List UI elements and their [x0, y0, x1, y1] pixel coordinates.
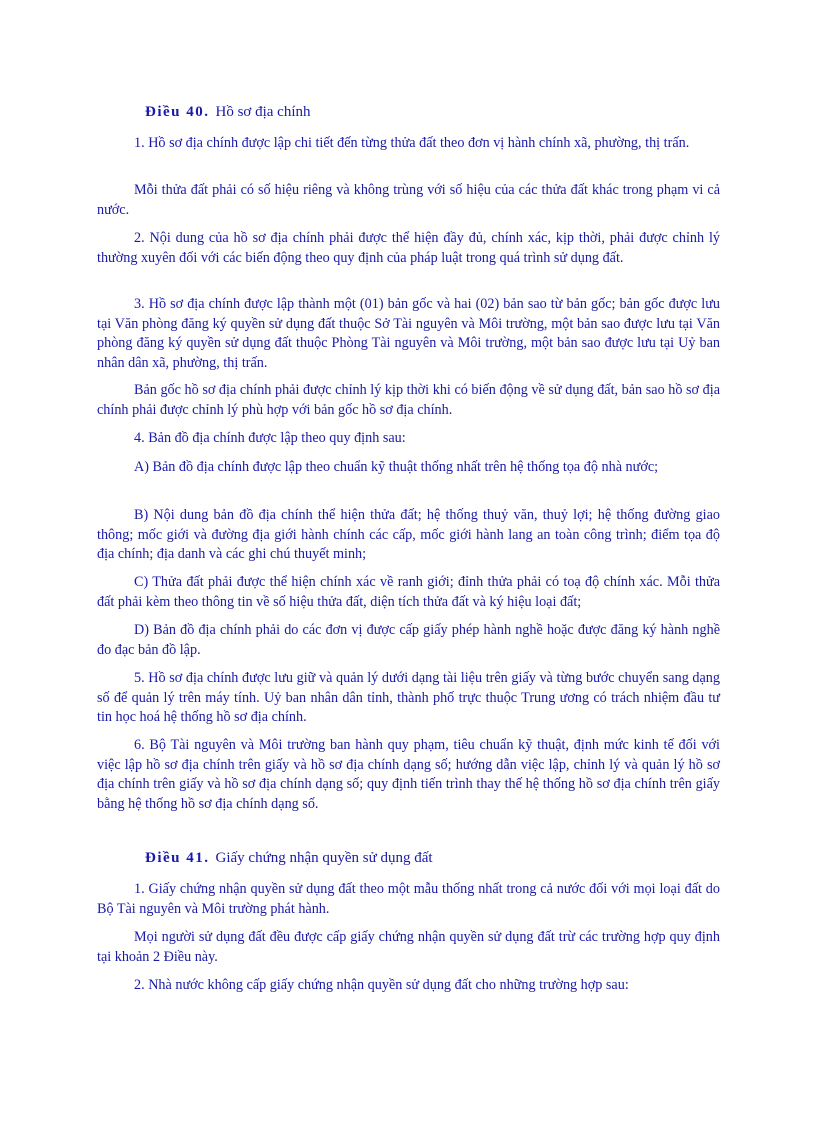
article-41-heading [145, 850, 433, 867]
paragraph: 5. Hồ sơ địa chính được lưu giữ và quản lý dưới dạng tài liệu trên giấy và từng bước chuyển sang dạng số để quản lý trên máy tính. Uỷ ban nhân dân tỉnh, thành phố trực thuộc Trung ương có trách nhiệm đầu tư tin học hoá hệ thống hồ sơ địa chính. [97, 670, 720, 725]
paragraph: Bản gốc hồ sơ địa chính phải được chỉnh lý kịp thời khi có biến động về sử dụng đất, bản sao hồ sơ địa chính phải được chỉnh lý phù hợp với bản gốc hồ sơ địa chính. [97, 382, 720, 418]
article-number: Điều 41. [145, 850, 210, 866]
article-number: Điều 40. [145, 104, 210, 120]
paragraph: 1. Hồ sơ địa chính được lập chi tiết đến từng thửa đất theo đơn vị hành chính xã, phường, thị trấn. [134, 135, 690, 151]
paragraph: D) Bản đồ địa chính phải do các đơn vị được cấp giấy phép hành nghề hoặc được đăng ký hành nghề đo đạc bản đồ lập. [97, 622, 720, 658]
paragraph: Mỗi thửa đất phải có số hiệu riêng và không trùng với số hiệu của các thửa đất khác trong phạm vi cả nước. [97, 182, 720, 218]
paragraph: B) Nội dung bản đồ địa chính thể hiện thửa đất; hệ thống thuỷ văn, thuỷ lợi; hệ thống đường giao thông; mốc giới và đường địa giới hành chính các cấp, mốc giới hành lang an toàn công trình; điểm tọa độ địa chính; địa danh và các ghi chú thuyết minh; [97, 507, 720, 562]
article-40-heading [145, 104, 311, 121]
paragraph: Mọi người sử dụng đất đều được cấp giấy chứng nhận quyền sử dụng đất trừ các trường hợp quy định tại khoản 2 Điều này. [97, 929, 720, 965]
paragraph: 2. Nội dung của hồ sơ địa chính phải được thể hiện đầy đủ, chính xác, kịp thời, phải được chỉnh lý thường xuyên đối với các biến động theo quy định của pháp luật trong quá trình sử dụng đất. [97, 230, 720, 266]
paragraph: 2. Nhà nước không cấp giấy chứng nhận quyền sử dụng đất cho những trường hợp sau: [134, 977, 629, 993]
article-title: Hồ sơ địa chính [215, 104, 311, 120]
paragraph: A) Bản đồ địa chính được lập theo chuẩn kỹ thuật thống nhất trên hệ thống tọa độ nhà nước; [134, 459, 659, 475]
paragraph: C) Thửa đất phải được thể hiện chính xác về ranh giới; đỉnh thửa phải có toạ độ chính xác. Mỗi thửa đất phải kèm theo thông tin về số hiệu thửa đất, diện tích thửa đất và ký hiệu loại đất; [97, 574, 720, 610]
article-title: Giấy chứng nhận quyền sử dụng đất [215, 850, 433, 866]
paragraph: 6. Bộ Tài nguyên và Môi trường ban hành quy phạm, tiêu chuẩn kỹ thuật, định mức kinh tế đối với việc lập hồ sơ địa chính trên giấy và hồ sơ địa chính dạng số; hướng dẫn việc lập, chỉnh lý và quản lý hồ sơ địa chính trên giấy và hồ sơ địa chính dạng số; quy định tiến trình thay thế hệ thống hồ sơ địa chính trên giấy bằng hệ thống hồ sơ địa chính dạng số. [97, 737, 720, 812]
paragraph: 3. Hồ sơ địa chính được lập thành một (01) bản gốc và hai (02) bản sao từ bản gốc; bản gốc được lưu tại Văn phòng đăng ký quyền sử dụng đất thuộc Sở Tài nguyên và Môi trường, một bản sao được lưu tại Văn phòng đăng ký quyền sử dụng đất thuộc Phòng Tài nguyên và Môi trường, một bản sao được lưu tại Uỷ ban nhân dân xã, phường, thị trấn. [97, 296, 720, 371]
paragraph: 4. Bản đồ địa chính được lập theo quy định sau: [134, 430, 406, 446]
paragraph: 1. Giấy chứng nhận quyền sử dụng đất theo một mẫu thống nhất trong cả nước đối với mọi loại đất do Bộ Tài nguyên và Môi trường phát hành. [97, 881, 720, 917]
